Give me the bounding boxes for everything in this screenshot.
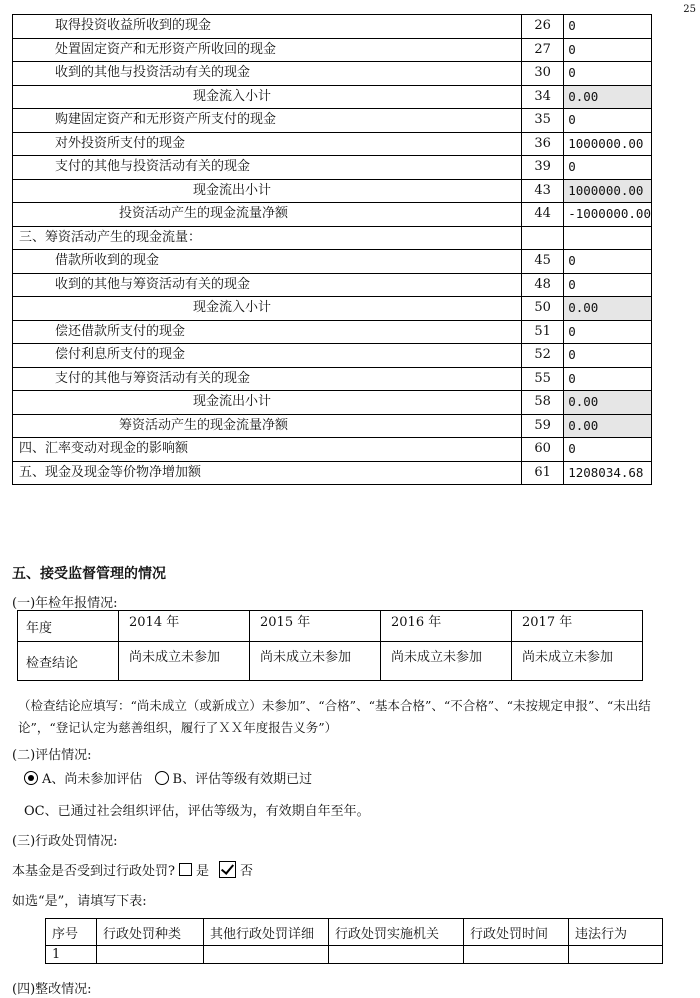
cash-flow-line-no: 60 <box>522 438 564 462</box>
annual-result-row <box>18 642 643 681</box>
penalty-cell <box>329 946 464 964</box>
cash-flow-line-no <box>522 226 564 250</box>
cash-flow-amount: 0 <box>564 109 652 133</box>
cash-flow-item: 取得投资收益所收到的现金 <box>13 15 522 39</box>
annual-year-row <box>18 611 643 642</box>
cash-flow-item: 四、汇率变动对现金的影响额 <box>13 438 522 462</box>
cash-flow-item: 偿还借款所支付的现金 <box>13 320 522 344</box>
page-number: 25 <box>683 4 696 15</box>
radio-empty-icon[interactable] <box>155 771 169 785</box>
cash-flow-line-no: 52 <box>522 344 564 368</box>
cash-flow-item: 五、现金及现金等价物净增加额 <box>13 461 522 485</box>
cash-flow-row <box>13 109 652 133</box>
option-a-label: A、尚未参加评估 <box>42 772 143 787</box>
cash-flow-item: 支付的其他与投资活动有关的现金 <box>13 156 522 180</box>
cash-flow-line-no: 39 <box>522 156 564 180</box>
cash-flow-amount: -1000000.00 <box>564 203 652 227</box>
penalty-question-row <box>12 860 253 879</box>
cash-flow-amount: 0.00 <box>564 414 652 438</box>
cash-flow-row <box>13 132 652 156</box>
cash-flow-item: 投资活动产生的现金流量净额 <box>13 203 522 227</box>
cash-flow-line-no: 35 <box>522 109 564 133</box>
cash-flow-amount: 1000000.00 <box>564 132 652 156</box>
penalty-question: 本基金是否受到过行政处罚? <box>12 864 175 879</box>
cash-flow-line-no: 51 <box>522 320 564 344</box>
cash-flow-item: 现金流入小计 <box>13 297 522 321</box>
penalty-col-header: 违法行为 <box>569 919 663 946</box>
cash-flow-line-no: 59 <box>522 414 564 438</box>
cash-flow-row <box>13 297 652 321</box>
option-c-label: OC、已通过社会组织评估，评估等级为，有效期自年至年。 <box>24 804 370 819</box>
penalty-header-row <box>46 919 663 946</box>
cash-flow-row <box>13 38 652 62</box>
result-label: 检查结论 <box>18 642 119 681</box>
option-b-label: B、评估等级有效期已过 <box>172 772 313 787</box>
cash-flow-item: 支付的其他与筹资活动有关的现金 <box>13 367 522 391</box>
cash-flow-item: 收到的其他与筹资活动有关的现金 <box>13 273 522 297</box>
checkbox-checked-icon[interactable] <box>219 861 236 878</box>
cash-flow-amount: 0 <box>564 273 652 297</box>
cash-flow-line-no: 58 <box>522 391 564 415</box>
cash-flow-row <box>13 414 652 438</box>
checkbox-empty-icon[interactable] <box>179 863 192 876</box>
rectification-heading: (四)整改情况: <box>12 982 92 997</box>
cash-flow-line-no: 50 <box>522 297 564 321</box>
cash-flow-item: 现金流入小计 <box>13 85 522 109</box>
yes-label: 是 <box>195 864 209 879</box>
cash-flow-amount: 0 <box>564 344 652 368</box>
penalty-col-header: 行政处罚种类 <box>97 919 204 946</box>
cash-flow-amount: 0 <box>564 367 652 391</box>
penalty-cell <box>464 946 569 964</box>
penalty-cell <box>204 946 329 964</box>
fill-hint: 如选“是”，请填写下表: <box>12 894 147 909</box>
radio-checked-icon[interactable] <box>24 771 38 785</box>
cash-flow-line-no: 26 <box>522 15 564 39</box>
penalty-cell: 1 <box>46 946 97 964</box>
cash-flow-row <box>13 461 652 485</box>
penalty-heading: (三)行政处罚情况: <box>12 834 118 849</box>
penalty-col-header: 行政处罚时间 <box>464 919 569 946</box>
cash-flow-amount: 0 <box>564 438 652 462</box>
cash-flow-amount: 0 <box>564 62 652 86</box>
annual-inspection-table <box>17 610 643 681</box>
cash-flow-row <box>13 250 652 274</box>
cash-flow-table <box>12 14 652 485</box>
cash-flow-row <box>13 320 652 344</box>
cash-flow-amount <box>564 226 652 250</box>
cash-flow-row <box>13 391 652 415</box>
cash-flow-amount: 0 <box>564 15 652 39</box>
cash-flow-body <box>13 15 652 485</box>
cash-flow-amount: 0.00 <box>564 391 652 415</box>
cash-flow-item: 现金流出小计 <box>13 179 522 203</box>
penalty-cell <box>97 946 204 964</box>
cash-flow-amount: 1208034.68 <box>564 461 652 485</box>
cash-flow-line-no: 61 <box>522 461 564 485</box>
result-cell: 尚未成立未参加 <box>119 642 250 681</box>
cash-flow-row <box>13 344 652 368</box>
year-cell: 2015 年 <box>250 611 381 642</box>
cash-flow-line-no: 36 <box>522 132 564 156</box>
no-label: 否 <box>240 864 254 879</box>
cash-flow-amount: 0 <box>564 38 652 62</box>
penalty-col-header: 其他行政处罚详细 <box>204 919 329 946</box>
section-title: 五、接受监督管理的情况 <box>12 566 166 582</box>
cash-flow-line-no: 44 <box>522 203 564 227</box>
cash-flow-amount: 0 <box>564 156 652 180</box>
cash-flow-row <box>13 367 652 391</box>
cash-flow-item: 借款所收到的现金 <box>13 250 522 274</box>
cash-flow-item: 筹资活动产生的现金流量净额 <box>13 414 522 438</box>
cash-flow-item: 三、筹资活动产生的现金流量： <box>13 226 522 250</box>
year-cell: 2017 年 <box>512 611 643 642</box>
evaluation-options-row <box>24 768 312 787</box>
year-label: 年度 <box>18 611 119 642</box>
penalty-col-header: 行政处罚实施机关 <box>329 919 464 946</box>
cash-flow-amount: 1000000.00 <box>564 179 652 203</box>
cash-flow-line-no: 27 <box>522 38 564 62</box>
cash-flow-row <box>13 62 652 86</box>
cash-flow-line-no: 43 <box>522 179 564 203</box>
result-cell: 尚未成立未参加 <box>381 642 512 681</box>
cash-flow-line-no: 34 <box>522 85 564 109</box>
cash-flow-line-no: 45 <box>522 250 564 274</box>
cash-flow-item: 收到的其他与投资活动有关的现金 <box>13 62 522 86</box>
inspection-note: （检查结论应填写：“尚未成立（或新成立）未参加”、“合格”、“基本合格”、“不合格”、“未按规定申报”、“未出结论”，“登记认定为慈善组织，履行了ＸＸ年度报告义务”） <box>18 698 651 735</box>
cash-flow-row <box>13 156 652 180</box>
cash-flow-amount: 0 <box>564 250 652 274</box>
penalty-cell <box>569 946 663 964</box>
cash-flow-row <box>13 179 652 203</box>
penalty-col-header: 序号 <box>46 919 97 946</box>
cash-flow-item: 购建固定资产和无形资产所支付的现金 <box>13 109 522 133</box>
cash-flow-row <box>13 273 652 297</box>
cash-flow-item: 现金流出小计 <box>13 391 522 415</box>
year-cell: 2016 年 <box>381 611 512 642</box>
cash-flow-amount: 0.00 <box>564 297 652 321</box>
penalty-table <box>45 918 663 964</box>
cash-flow-line-no: 55 <box>522 367 564 391</box>
penalty-row <box>46 946 663 964</box>
cash-flow-amount: 0.00 <box>564 85 652 109</box>
cash-flow-amount: 0 <box>564 320 652 344</box>
year-cell: 2014 年 <box>119 611 250 642</box>
cash-flow-row <box>13 203 652 227</box>
cash-flow-row <box>13 85 652 109</box>
cash-flow-line-no: 30 <box>522 62 564 86</box>
cash-flow-item: 处置固定资产和无形资产所收回的现金 <box>13 38 522 62</box>
cash-flow-row <box>13 15 652 39</box>
evaluation-heading: (二)评估情况: <box>12 748 92 763</box>
cash-flow-item: 对外投资所支付的现金 <box>13 132 522 156</box>
result-cell: 尚未成立未参加 <box>250 642 381 681</box>
cash-flow-row <box>13 226 652 250</box>
cash-flow-line-no: 48 <box>522 273 564 297</box>
cash-flow-item: 偿付利息所支付的现金 <box>13 344 522 368</box>
annual-heading: (一)年检年报情况: <box>12 596 118 611</box>
cash-flow-row <box>13 438 652 462</box>
result-cell: 尚未成立未参加 <box>512 642 643 681</box>
